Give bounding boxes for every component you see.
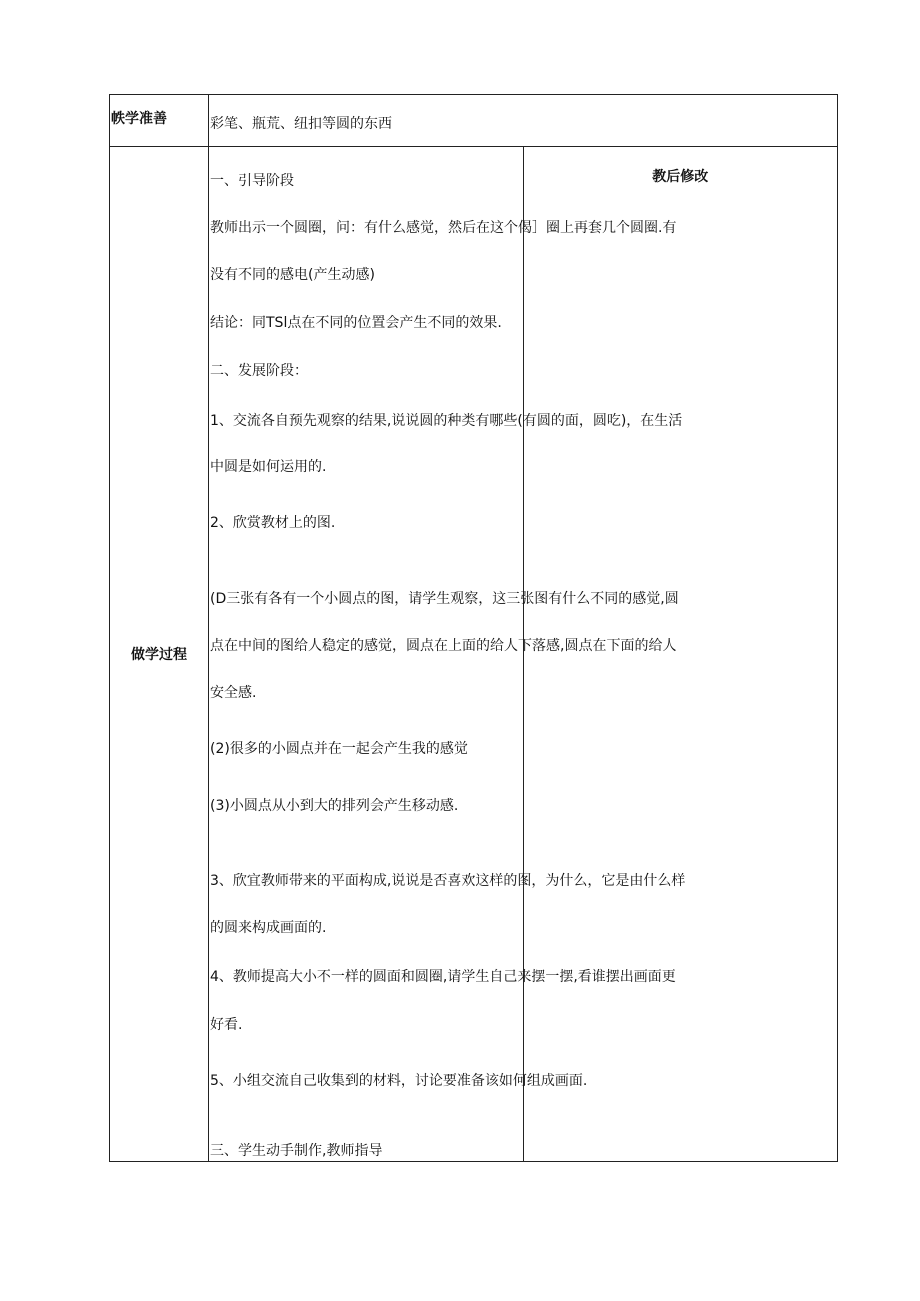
process-line: (2)很多的小圆点并在一起会产生我的感觉 [210,741,468,757]
preparation-value: 彩笔、瓶荒、纽扣等圆的东西 [209,95,838,147]
preparation-label: 帙学准善 [110,95,209,147]
preparation-row [110,95,838,147]
process-line: 结论：同TSl点在不同的位置会产生不同的效果. [210,315,502,331]
process-line: 的圆来构成画面的. [210,920,327,936]
process-line: 安全感. [210,685,257,701]
process-line: 没有不同的感电(产生动感) [210,267,375,283]
process-line: 教师出示一个圆圈，问：有什么感觉，然后在这个偈］圈上再套几个圆圈.有 [210,220,677,236]
process-line: 点在中间的图给人稳定的感觉，圆点在上面的给人下落感,圆点在下面的给人 [210,638,677,654]
process-line: 2、欣赏教材上的图. [210,515,336,531]
process-line: 3、欣宜教师带来的平面构成,说说是否喜欢这样的图，为什么，它是由什么样 [210,873,686,889]
lesson-plan-table [109,94,838,1162]
notes-label: 教后修改 [523,147,838,1162]
process-line: 4、教师提高大小不一样的圆面和圆圈,请学生自己来摆一摆,看谁摆出画面更 [210,969,676,985]
process-line: 5、小组交流自己收集到的材料，讨论要准备该如何组成画面. [210,1073,588,1089]
process-row [110,147,838,1162]
process-line: 好看. [210,1017,243,1033]
process-line: 1、交流各自预先观察的结果,说说圆的种类有哪些(有圆的面，圆吃)，在生活 [210,413,683,429]
process-line: 中圆是如何运用的. [210,459,327,475]
process-line: 一、引导阶段 [210,173,294,189]
process-line: 二、发展阶段： [210,363,308,379]
process-line: (3)小圆点从小到大的排列会产生移动感. [210,798,459,814]
process-label: 做学过程 [110,147,209,1162]
process-line: 三、学生动手制作,教师指导 [210,1143,383,1159]
process-line: (D三张有各有一个小圆点的图，请学生观察，这三张图有什么不同的感觉,圆 [210,591,679,607]
